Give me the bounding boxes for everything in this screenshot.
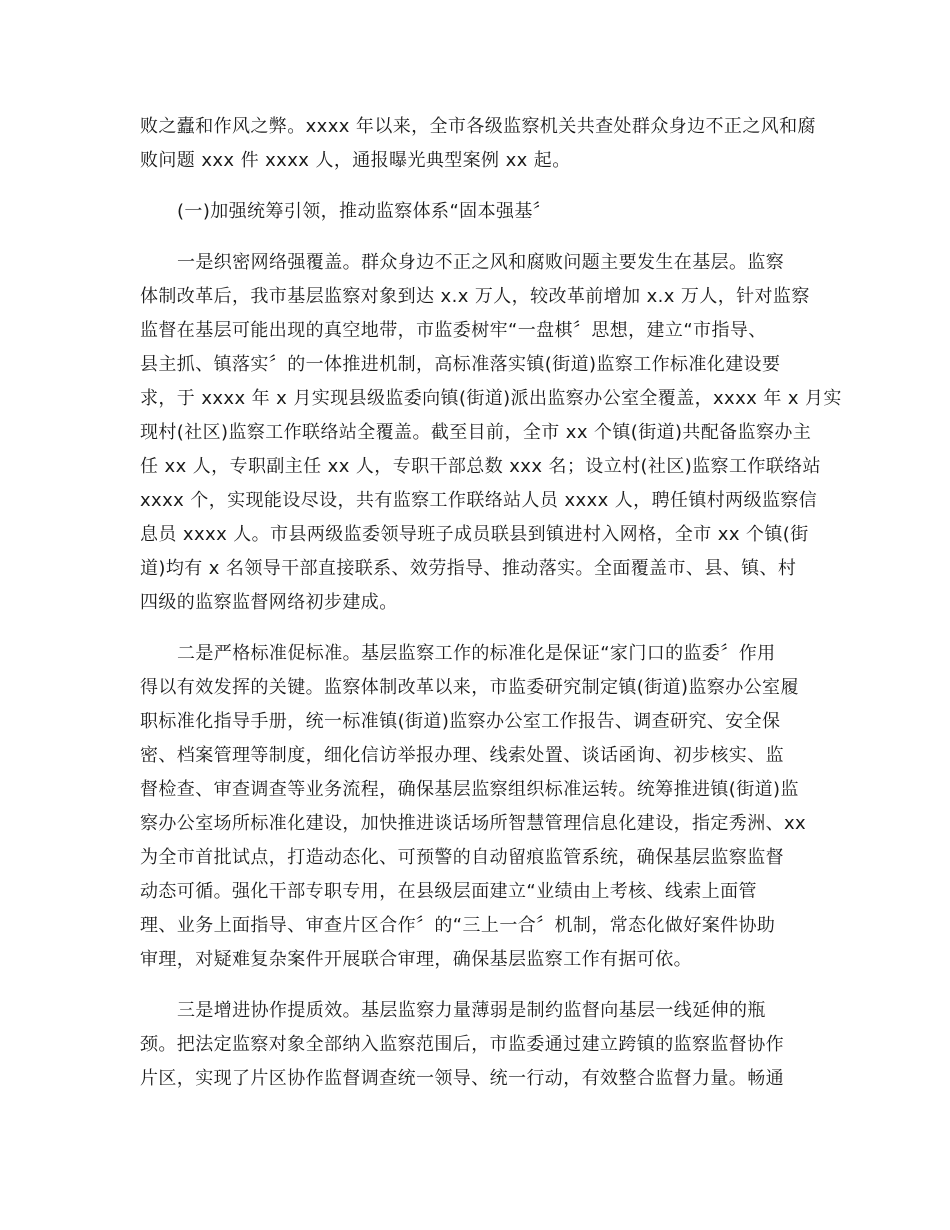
text-line: 败之蠹和作风之弊。xxxx 年以来，全市各级监察机关共查处群众身边不正之风和腐 (140, 116, 816, 137)
text-line: 察办公室场所标准化建设，加快推进谈话场所智慧管理信息化建设，指定秀洲、xx (140, 813, 807, 834)
text-line: 息员 xxxx 人。市县两级监委领导班子成员联县到镇进村入网格，全市 xx 个镇(街 (140, 524, 809, 545)
text-line: 二是严格标准促标准。基层监察工作的标准化是保证“家门口的监委〞作用 (177, 643, 776, 664)
text-line: 密、档案管理等制度，细化信访举报办理、线索处置、谈话函询、初步核实、监 (140, 745, 784, 766)
text-line: 动态可循。强化干部专职专用，在县级层面建立“业绩由上考核、线索上面管 (140, 881, 757, 902)
section-heading: (一)加强统筹引领，推动监察体系“固本强基〞 (177, 201, 552, 222)
text-line: 理、业务上面指导、审查片区合作〞的“三上一合〞机制，常态化做好案件协助 (140, 915, 776, 936)
text-line: 一是织密网络强覆盖。群众身边不正之风和腐败问题主要发生在基层。监察 (177, 252, 785, 273)
text-line: 职标准化指导手册，统一标准镇(街道)监察办公室工作报告、调查研究、安全保 (140, 711, 781, 732)
text-line: 任 xx 人，专职副主任 xx 人，专职干部总数 xxx 名；设立村(社区)监察工作联络站 (140, 456, 821, 477)
text-line: 县主抓、镇落实〞的一体推进机制，高标准落实镇(街道)监察工作标准化建设要 (140, 354, 781, 375)
text-line: 片区，实现了片区协作监督调查统一领导、统一行动，有效整合监督力量。畅通 (140, 1068, 784, 1089)
text-line: 道)均有 x 名领导干部直接联系、效劳指导、推动落实。全面覆盖市、县、镇、村 (140, 558, 797, 579)
text-line: 督检查、审查调查等业务流程，确保基层监察组织标准运转。统筹推进镇(街道)监 (140, 779, 799, 800)
text-line: 得以有效发挥的关键。监察体制改革以来，市监委研究制定镇(街道)监察办公室履 (140, 677, 799, 698)
text-line: 现村(社区)监察工作联络站全覆盖。截至目前，全市 xx 个镇(街道)共配备监察办主 (140, 422, 812, 443)
text-line: 监督在基层可能出现的真空地带，市监委树牢“一盘棋〞思想，建立“市指导、 (140, 320, 767, 341)
text-line: xxxx 个，实现能设尽设，共有监察工作联络站人员 xxxx 人，聘任镇村两级监察信 (140, 490, 818, 511)
text-line: 体制改革后，我市基层监察对象到达 x.x 万人，较改革前增加 x.x 万人，针对监察 (140, 286, 810, 307)
text-line: 为全市首批试点，打造动态化、可预警的自动留痕监管系统，确保基层监察监督 (140, 847, 784, 868)
text-line: 颈。把法定监察对象全部纳入监察范围后，市监委通过建立跨镇的监察监督协作 (140, 1034, 784, 1055)
text-line: 三是增进协作提质效。基层监察力量薄弱是制约监督向基层一线延伸的瓶 (177, 1000, 766, 1021)
text-line: 四级的监察监督网络初步建成。 (140, 592, 398, 613)
text-line: 审理，对疑难复杂案件开展联合审理，确保基层监察工作有据可依。 (140, 949, 692, 970)
text-line: 败问题 xxx 件 xxxx 人，通报曝光典型案例 xx 起。 (140, 150, 571, 171)
text-line: 求，于 xxxx 年 x 月实现县级监委向镇(街道)派出监察办公室全覆盖，xxxx 年 x 月实 (140, 388, 842, 409)
